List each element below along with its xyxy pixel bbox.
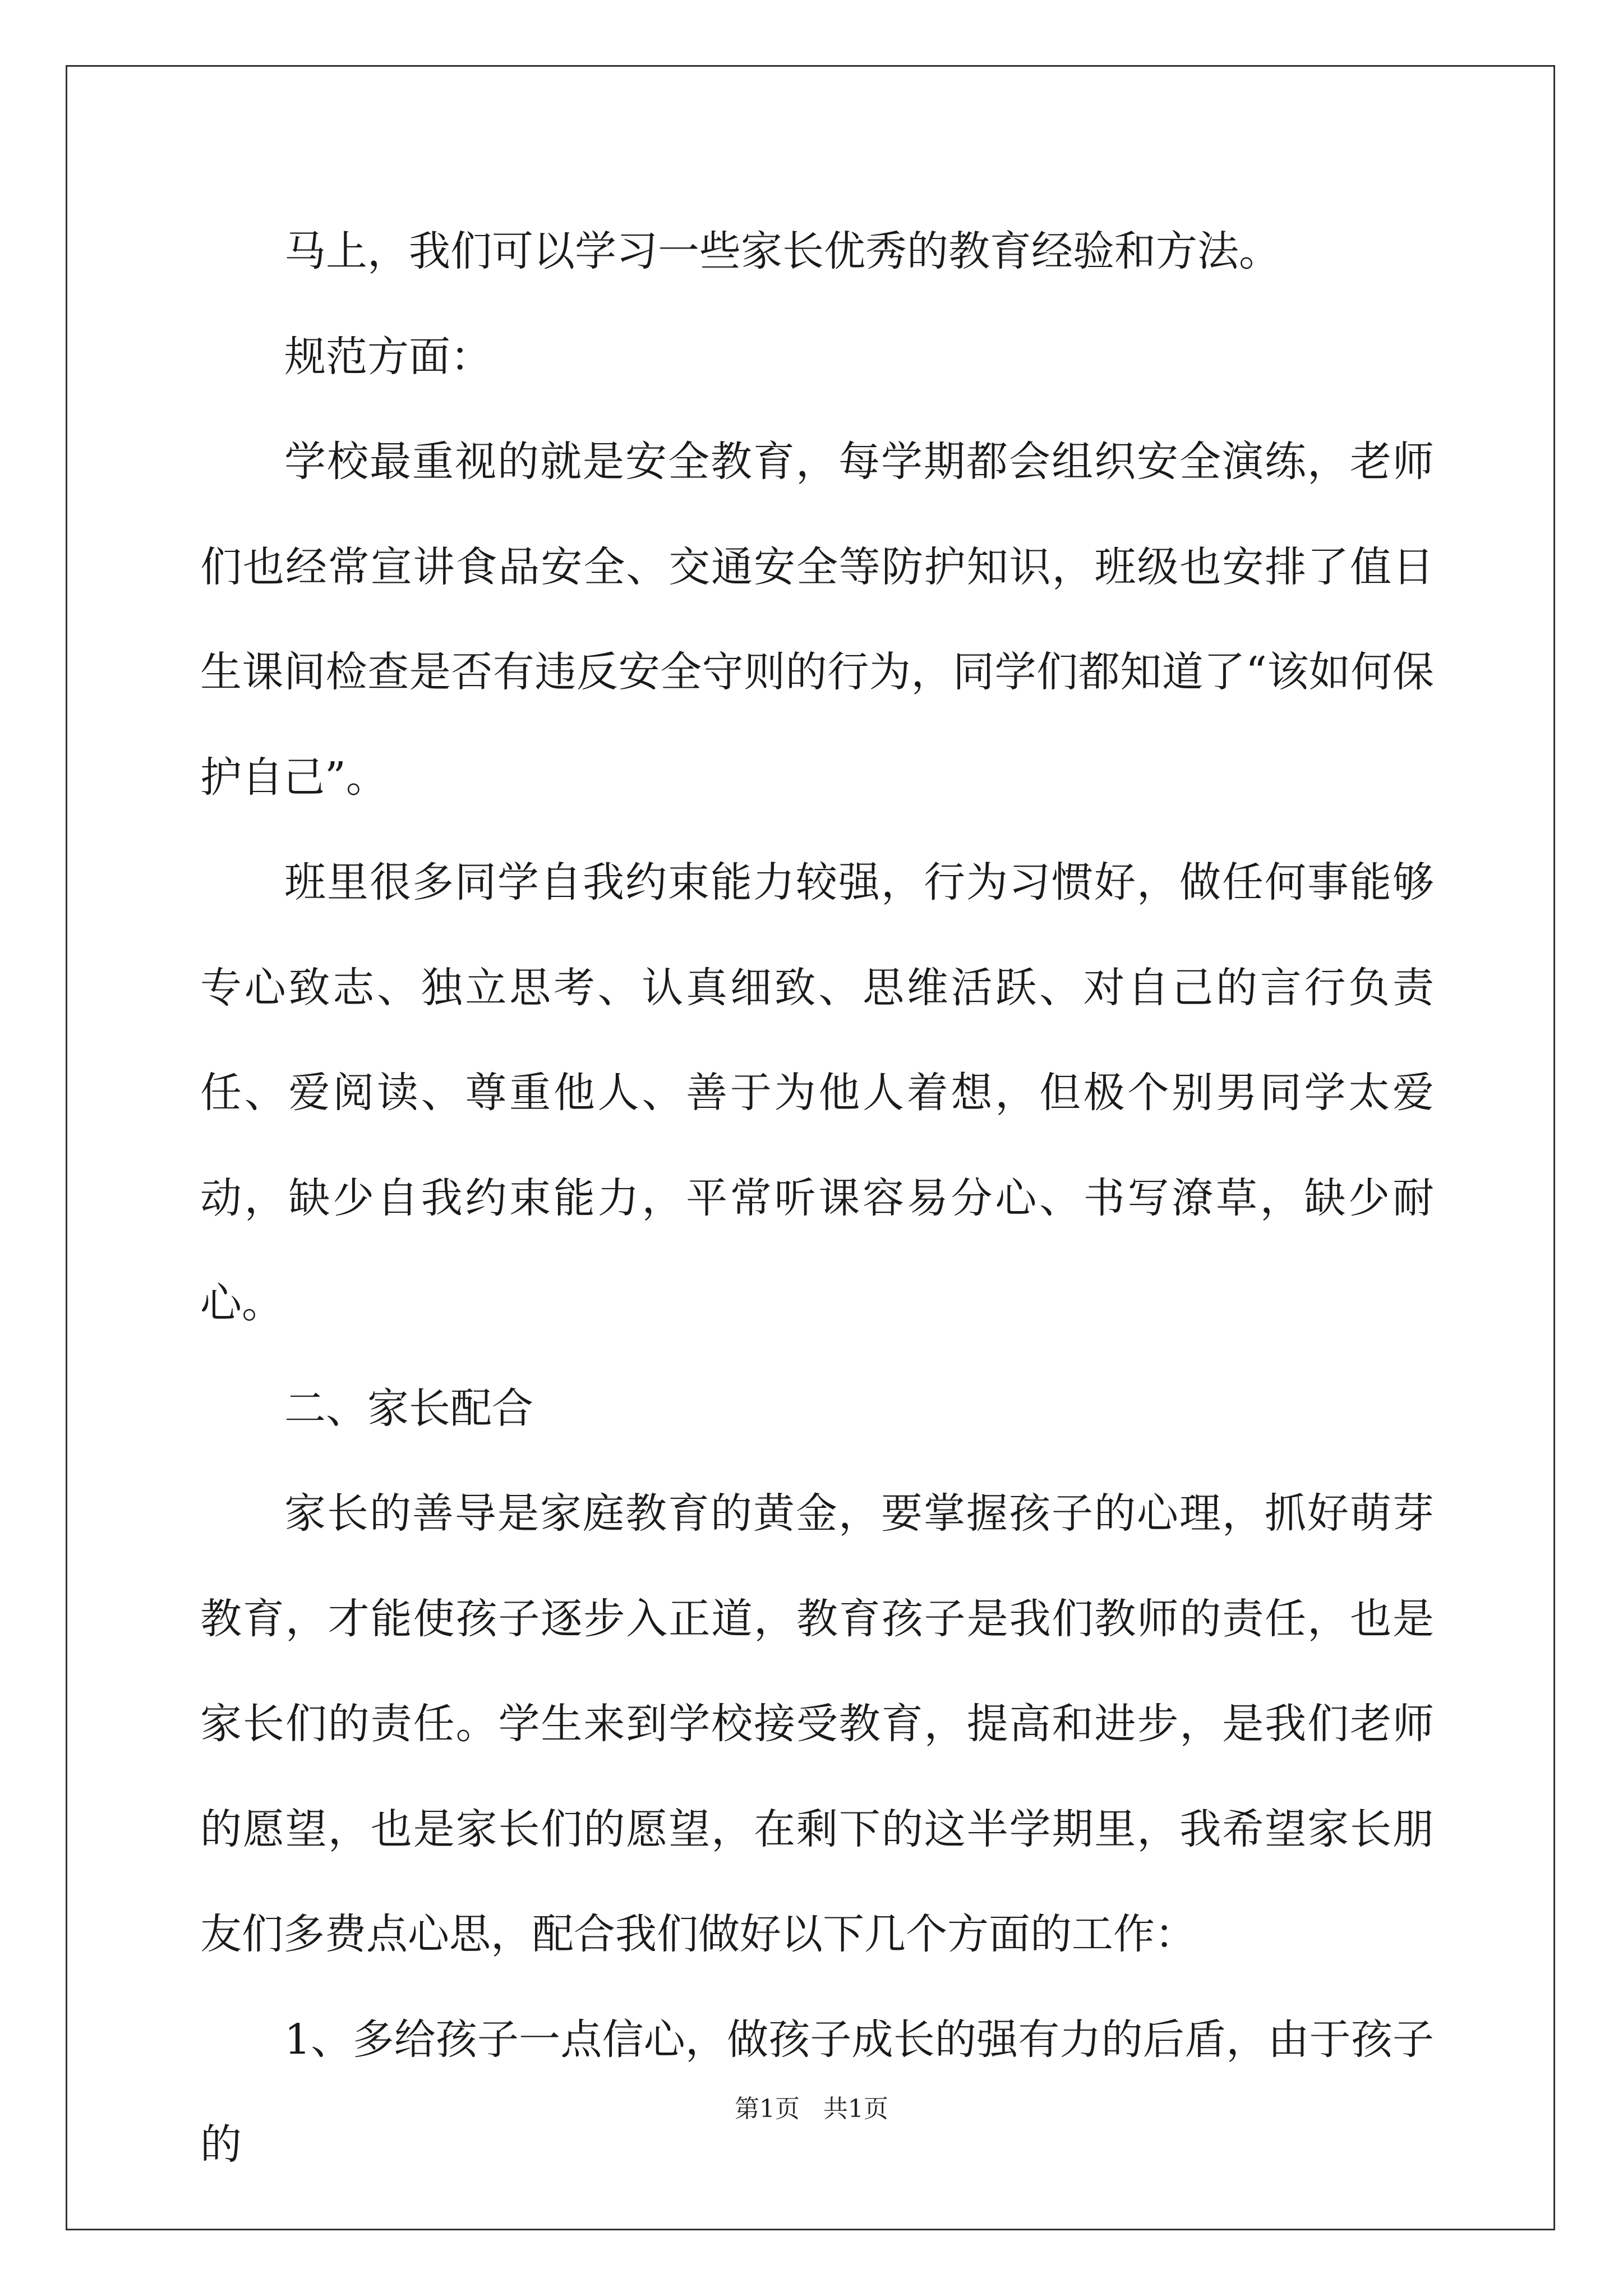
section-heading: 二、家长配合	[284, 1384, 533, 1433]
paragraph: 学校最重视的就是安全教育，每学期都会组织安全演练，老师们也经常宣讲食品安全、交通安全等防护知识，班级也安排了值日生课间检查是否有违反安全守则的行为，同学们都知道了“该如何保护自己”。	[200, 438, 1434, 802]
paragraph: 1、多给孩子一点信心，做孩子成长的强有力的后盾，由于孩子的	[200, 2015, 1434, 2169]
page-number: 第1页	[735, 2095, 800, 2123]
page-total: 共1页	[823, 2095, 888, 2123]
section-heading: 规范方面：	[284, 332, 492, 381]
page-footer	[0, 2092, 1623, 2126]
paragraph: 马上，我们可以学习一些家长优秀的教育经验和方法。	[284, 227, 1280, 275]
document-body	[200, 199, 1434, 2198]
paragraph: 家长的善导是家庭教育的黄金，要掌握孩子的心理，抓好萌芽教育，才能使孩子逐步入正道，教育孩子是我们教师的责任，也是家长们的责任。学生来到学校接受教育，提高和进步，是我们老师的愿望，也是家长们的愿望，在剩下的这半学期里，我希望家长朋友们多费点心思，配合我们做好以下几个方面的工作：	[200, 1489, 1434, 1958]
paragraph: 班里很多同学自我约束能力较强，行为习惯好，做任何事能够专心致志、独立思考、认真细致、思维活跃、对自己的言行负责任、爱阅读、尊重他人、善于为他人着想，但极个别男同学太爱动，缺少自我约束能力，平常听课容易分心、书写潦草，缺少耐心。	[200, 858, 1434, 1327]
